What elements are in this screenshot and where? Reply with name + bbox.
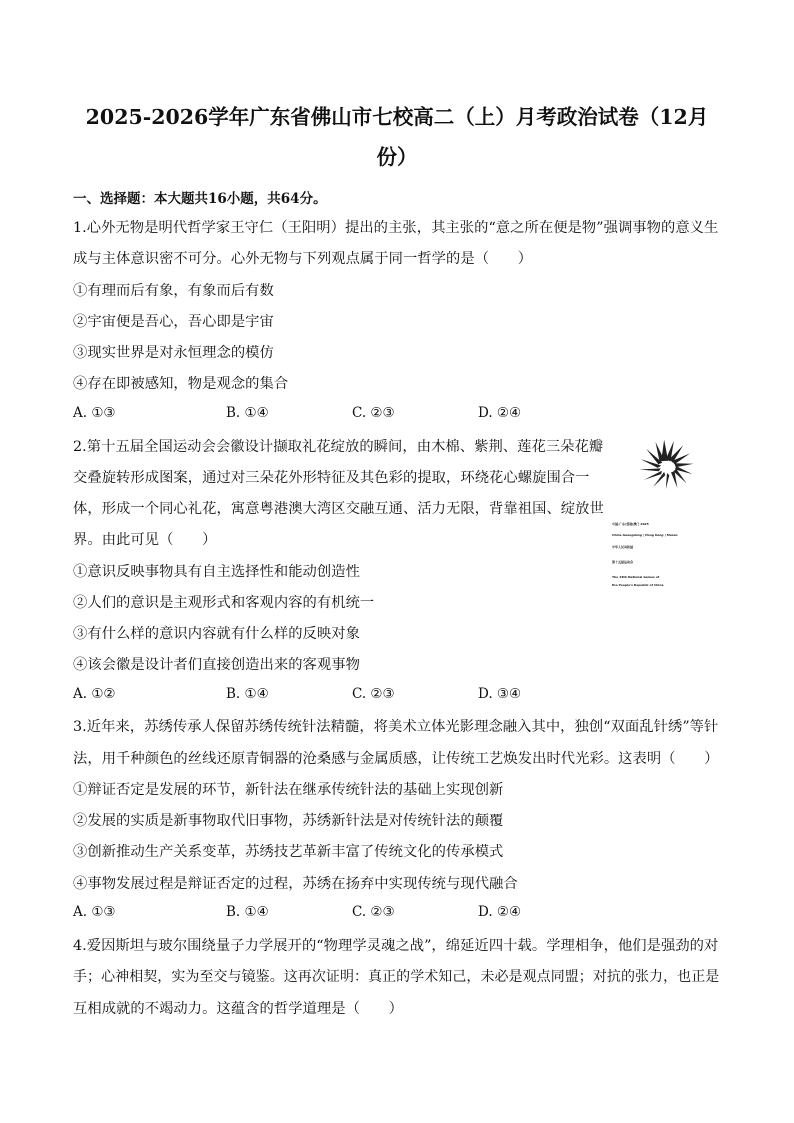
q3-stem-line: 法，用千种颜色的丝线还原青铜器的沧桑感与金属质感，让传统工艺焕发出时代光彩。这表明（ ） (73, 751, 719, 767)
q2-stem-line: 2.第十五届全国运动会会徽设计撷取礼花绽放的瞬间，由木棉、紫荆、莲花三朵花瓣 (73, 439, 604, 455)
q4-stem-line: 4.爱因斯坦与玻尔围绕量子力学展开的“物理学灵魂之战”，绵延近四十载。学理相争，他们是强劲的对 (73, 938, 719, 954)
q2-option-a[interactable]: A. ①② (73, 686, 116, 702)
q2-option-c[interactable]: C. ②③ (352, 686, 395, 702)
q2-item: ②人们的意识是主观形式和客观内容的有机统一 (73, 595, 375, 611)
emblem-caption-cn-regions: 中国·广东|香港|澳门 2025 (612, 522, 649, 526)
q4-stem-line: 手；心神相契，实为至交与镜鉴。这再次证明：真正的学术知己，未必是观点同盟；对抗的张力，也正是 (73, 969, 720, 985)
emblem-caption-en-regions: China Guangdong | Hong Kong | Macao (612, 533, 678, 537)
q1-option-d[interactable]: D. ②④ (478, 405, 522, 421)
q2-stem-line: 体，形成一个同心礼花，寓意粤港澳大湾区交融互通、活力无限，背靠祖国、绽放世 (73, 501, 604, 517)
q4-stem-line: 互相成就的不竭动力。这蕴含的哲学道理是（ ） (73, 1001, 403, 1017)
q3-option-a[interactable]: A. ①③ (73, 904, 116, 920)
q1-option-c[interactable]: C. ②③ (352, 405, 395, 421)
emblem-caption-cn-prc: 中华人民共和国 (612, 545, 634, 549)
q3-item: ②发展的实质是新事物取代旧事物，苏绣新针法是对传统针法的颠覆 (73, 813, 504, 829)
q2-item: ④该会徽是设计者们直接创造出来的客观事物 (73, 657, 360, 673)
national-games-emblem (612, 435, 722, 530)
q1-option-b[interactable]: B. ①④ (226, 405, 269, 421)
emblem-caption-cn-games: 第十五届运动会 (612, 560, 634, 564)
q1-option-a[interactable]: A. ①③ (73, 405, 116, 421)
q3-item: ④事物发展过程是辩证否定的过程，苏绣在扬弃中实现传统与现代融合 (73, 876, 518, 892)
q1-item: ③现实世界是对永恒理念的模仿 (73, 345, 274, 361)
q1-item: ④存在即被感知，物是观念的集合 (73, 376, 289, 392)
q3-option-d[interactable]: D. ②④ (478, 904, 522, 920)
q3-option-c[interactable]: C. ②③ (352, 904, 395, 920)
q3-item: ①辩证否定是发展的环节，新针法在继承传统针法的基础上实现创新 (73, 782, 504, 798)
q2-option-b[interactable]: B. ①④ (226, 686, 269, 702)
title-line-1: 2025-2026学年广东省佛山市七校高二（上）月考政治试卷（12月 (85, 105, 709, 129)
section-heading: 一、选择题：本大题共16小题，共64分。 (73, 191, 327, 207)
emblem-caption-en-prc: the People's Republic of China (612, 583, 664, 587)
q1-item: ①有理而后有象，有象而后有数 (73, 283, 274, 299)
q1-stem-line: 1.心外无物是明代哲学家王守仁（王阳明）提出的主张，其主张的“意之所在便是物”强调事物的意义生 (73, 220, 719, 236)
q2-option-d[interactable]: D. ③④ (478, 686, 522, 702)
q2-stem-line: 交叠旋转形成图案，通过对三朵花外形特征及其色彩的提取，环绕花心螺旋围合一 (73, 470, 590, 486)
page-title (70, 97, 724, 177)
q2-item: ③有什么样的意识内容就有什么样的反映对象 (73, 626, 360, 642)
q3-option-b[interactable]: B. ①④ (226, 904, 269, 920)
q1-item: ②宇宙便是吾心，吾心即是宇宙 (73, 314, 274, 330)
title-line-2: 份） (376, 145, 418, 169)
q2-stem-line: 界。由此可见（ ） (73, 532, 217, 548)
q3-item: ③创新推动生产关系变革，苏绣技艺革新丰富了传统文化的传承模式 (73, 844, 504, 860)
q1-stem-line: 成与主体意识密不可分。心外无物与下列观点属于同一哲学的是（ ） (73, 251, 533, 267)
emblem-caption-en-games: The 15th National Games of (612, 575, 660, 579)
q2-item: ①意识反映事物具有自主选择性和能动创造性 (73, 564, 360, 580)
q3-stem-line: 3.近年来，苏绣传承人保留苏绣传统针法精髓，将美术立体光影理念融入其中，独创“双面乱针绣”等针 (73, 719, 719, 735)
